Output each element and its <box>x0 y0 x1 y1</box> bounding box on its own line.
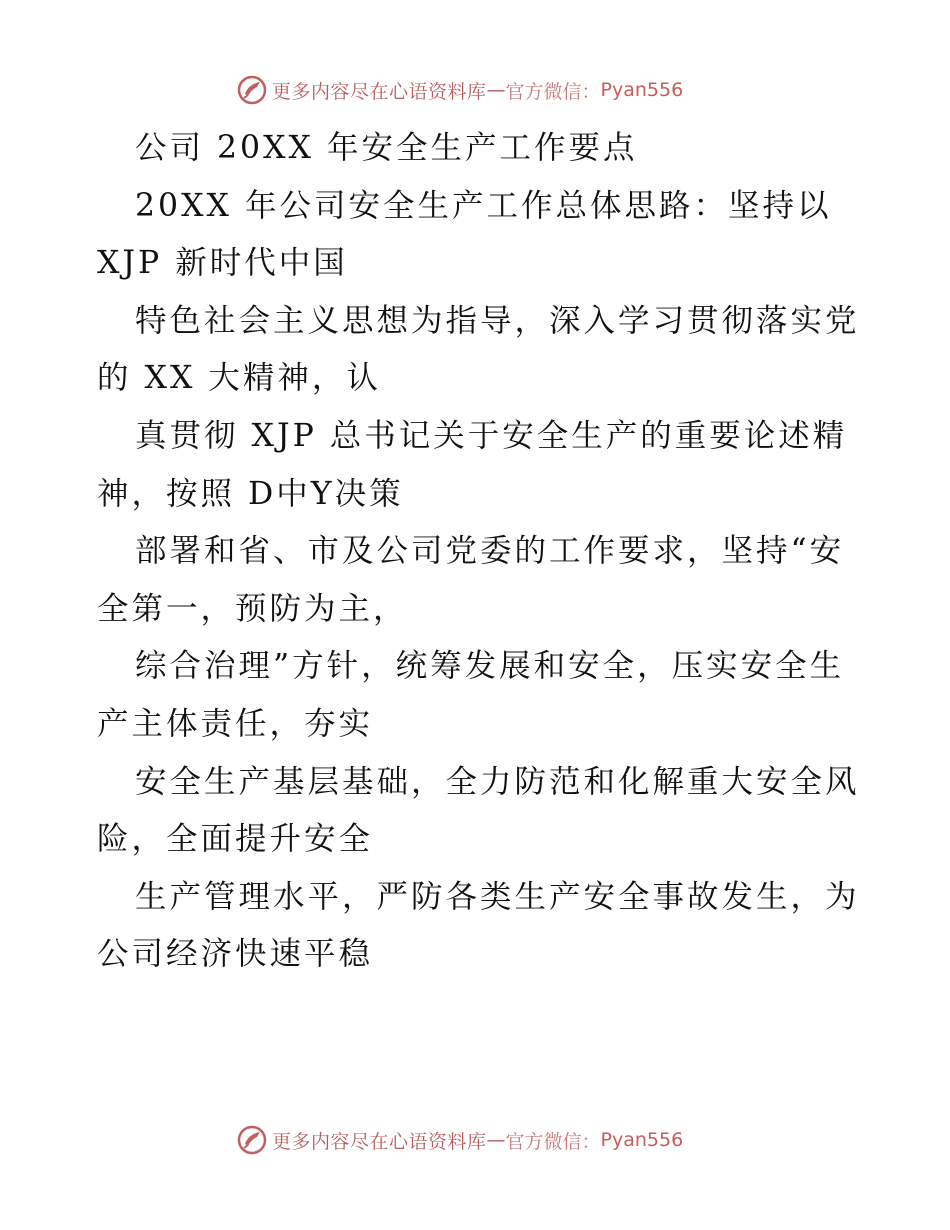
paragraph-line: XJP 新时代中国 <box>97 245 348 282</box>
document-body <box>97 120 860 984</box>
watermark-wechat-id: Pyan556 <box>600 79 684 101</box>
paragraph-line: 特色社会主义思想为指导，深入学习贯彻落实党 <box>135 302 860 339</box>
paragraph-line: 神，按照 D中Y决策 <box>97 475 404 512</box>
paragraph-line: 真贯彻 XJP 总书记关于安全生产的重要论述精 <box>135 417 848 454</box>
watermark-separator: — <box>486 1129 506 1151</box>
paragraph-line: 20XX 年公司安全生产工作总体思路：坚持以 <box>135 187 832 224</box>
watermark-wechat-label: 官方微信： <box>505 1130 601 1153</box>
paragraph-line: 产主体责任，夯实 <box>97 705 374 742</box>
paragraph-line: 险，全面提升安全 <box>97 821 374 858</box>
header-watermark <box>236 73 683 107</box>
watermark-text: 更多内容尽在心语资料库 <box>272 1130 487 1153</box>
paragraph-line: 安全生产基层基础，全力防范和化解重大安全风 <box>135 763 860 800</box>
hand-pen-logo-icon <box>236 74 268 106</box>
paragraph-line: 公司经济快速平稳 <box>97 936 374 973</box>
paragraph-line: 部署和省、市及公司党委的工作要求，坚持“安 <box>135 533 845 570</box>
paragraph-line: 生产管理水平，严防各类生产安全事故发生，为 <box>135 878 860 915</box>
footer-watermark <box>236 1123 683 1157</box>
watermark-separator: — <box>486 79 506 101</box>
watermark-wechat-id: Pyan556 <box>600 1129 684 1151</box>
document-title: 公司 20XX 年安全生产工作要点 <box>135 130 638 166</box>
paragraph-line: 全第一，预防为主， <box>97 590 408 627</box>
hand-pen-logo-icon <box>236 1124 268 1156</box>
watermark-wechat-label: 官方微信： <box>505 80 601 103</box>
paragraph-line: 的 XX 大精神，认 <box>97 360 381 397</box>
watermark-text: 更多内容尽在心语资料库 <box>272 80 487 103</box>
paragraph-line: 综合治理”方针，统筹发展和安全，压实安全生 <box>135 648 845 685</box>
